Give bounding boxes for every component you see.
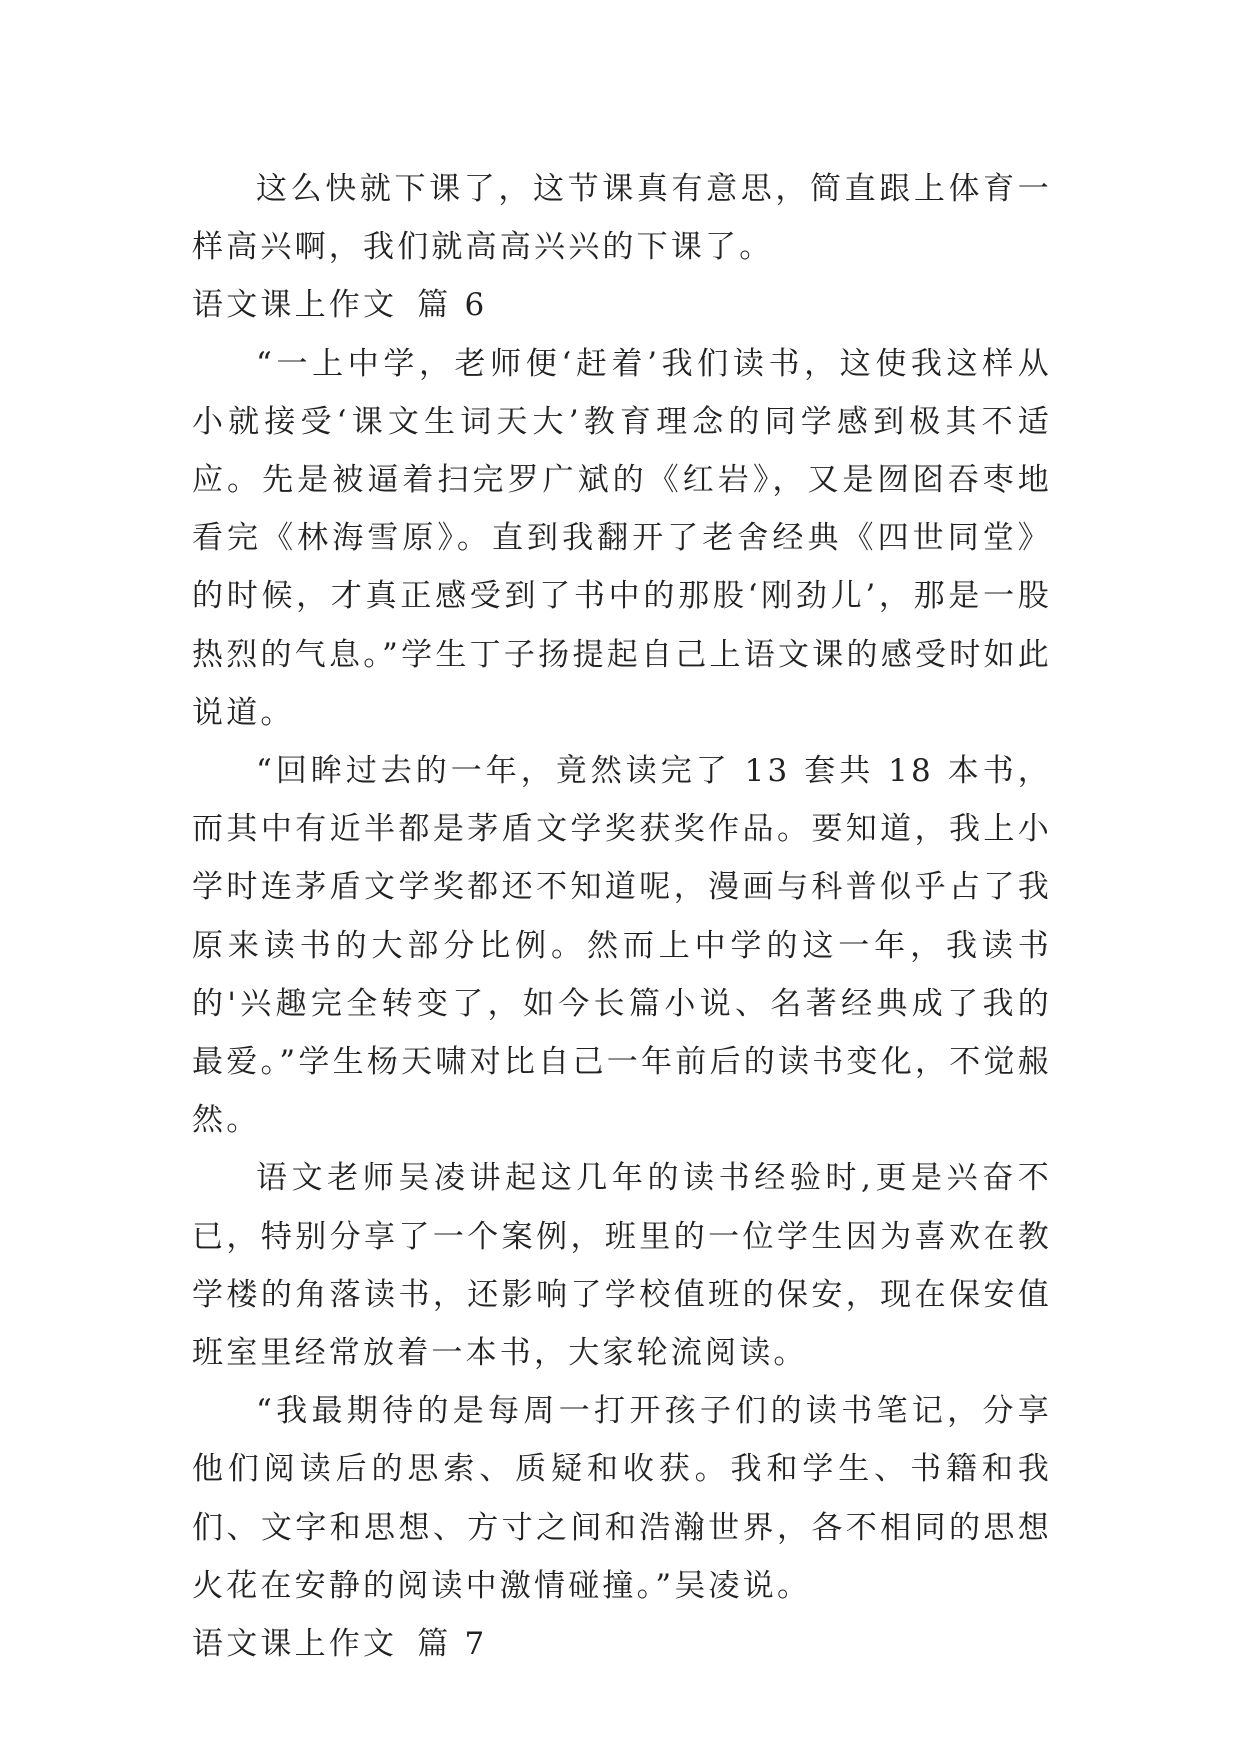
section-heading-title: 语文课上作文 [192, 1626, 398, 1663]
section-heading-number: 篇 7 [417, 1626, 488, 1663]
document-body [192, 160, 1052, 1673]
paragraph: 这么快就下课了，这节课真有意思，简直跟上体育一样高兴啊，我们就高高兴兴的下课了。 [192, 171, 1052, 266]
paragraph: 语文老师吴凌讲起这几年的读书经验时,更是兴奋不已，特别分享了一个案例，班里的一位学生因为喜欢在教学楼的角落读书，还影响了学校值班的保安，现在保安值班室里经常放着一本书，大家轮流阅读。 [192, 1160, 1052, 1372]
paragraph: “我最期待的是每周一打开孩子们的读书笔记，分享他们阅读后的思索、质疑和收获。我和学生、书籍和我们、文字和思想、方寸之间和浩瀚世界，各不相同的思想火花在安静的阅读中激情碰撞。”吴凌说。 [192, 1393, 1052, 1604]
paragraph: “回眸过去的一年，竟然读完了 13 套共 18 本书，而其中有近半都是茅盾文学奖获奖作品。要知道，我上小学时连茅盾文学奖都还不知道呢，漫画与科普似乎占了我原来读书的大部分比例。然而上中学的这一年，我读书的'兴趣完全转变了，如今长篇小说、名著经典成了我的最爱。”学生杨天啸对比自己一年前后的读书变化，不觉赧然。 [192, 753, 1052, 1139]
section-heading-number: 篇 6 [417, 287, 488, 324]
paragraph: “一上中学，老师便‘赶着’我们读书，这使我这样从小就接受‘课文生词天大’教育理念的同学感到极其不适应。先是被逼着扫完罗广斌的《红岩》，又是囫囵吞枣地看完《林海雪原》。直到我翻开了老舍经典《四世同堂》的时候，才真正感受到了书中的那股‘刚劲儿’，那是一股热烈的气息。”学生丁子扬提起自己上语文课的感受时如此说道。 [192, 345, 1052, 731]
section-heading [192, 1615, 1052, 1673]
section-heading-title: 语文课上作文 [192, 287, 398, 324]
section-heading [192, 276, 1052, 334]
